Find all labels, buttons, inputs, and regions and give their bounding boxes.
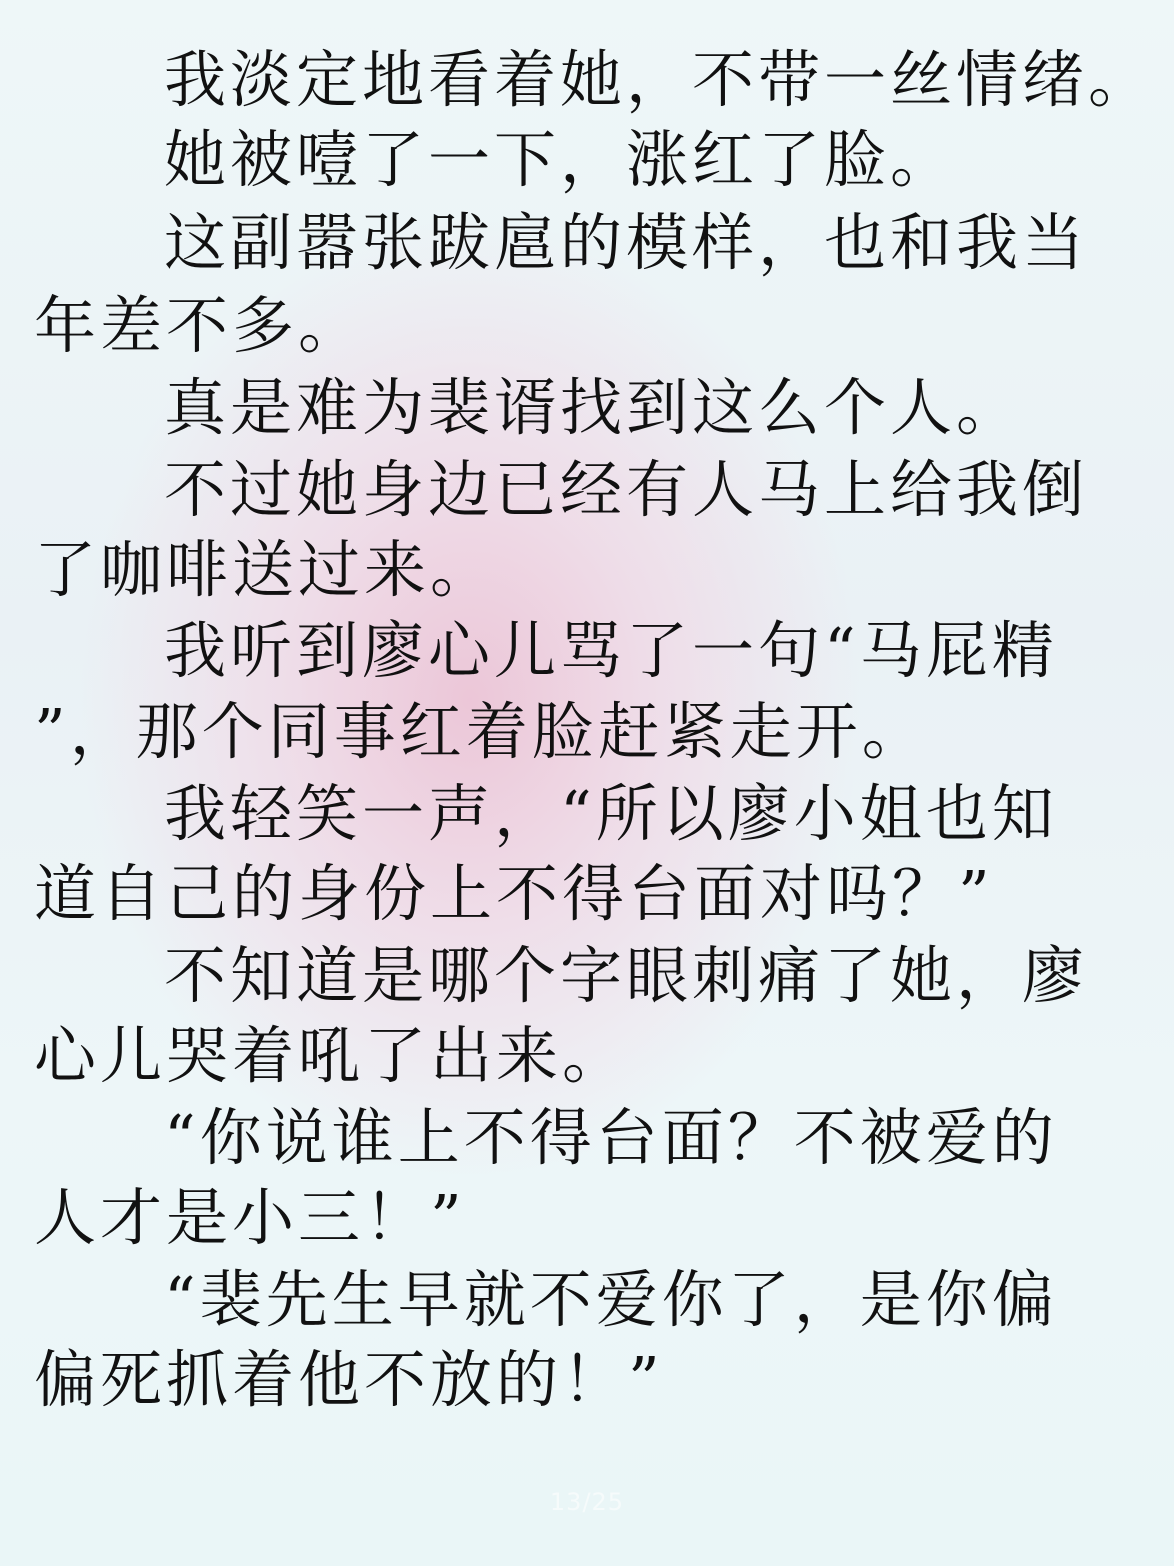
text-line: 偏死抓着他不放的！” — [34, 1343, 664, 1416]
text-line: 道自己的身份上不得台面对吗？” — [34, 857, 994, 930]
text-line: 人才是小三！” — [34, 1181, 466, 1254]
text-line: 真是难为裴谞找到这么个人。 — [164, 371, 1023, 444]
text-line: ”，那个同事红着脸赶紧走开。 — [34, 695, 928, 768]
text-line: 心儿哭着吼了出来。 — [34, 1019, 629, 1092]
text-line: 不知道是哪个字眼刺痛了她，廖 — [164, 939, 1089, 1012]
text-line: 我轻笑一声，“所以廖小姐也知 — [164, 777, 1058, 850]
text-line: 这副嚣张跋扈的模样，也和我当 — [164, 206, 1089, 279]
text-line: 不过她身边已经有人马上给我倒 — [164, 453, 1089, 526]
text-line: 我听到廖心儿骂了一句“马屁精 — [164, 614, 1058, 687]
text-line: 我淡定地看着她，不带一丝情绪。 — [164, 43, 1155, 116]
text-line: “你说谁上不得台面？不被爱的 — [164, 1101, 1058, 1174]
text-line: 年差不多。 — [34, 289, 365, 362]
text-line: 了咖啡送过来。 — [34, 533, 497, 606]
text-line: 她被噎了一下，涨红了脸。 — [164, 123, 957, 196]
page-indicator: 13/25 — [549, 1488, 625, 1516]
text-line: “裴先生早就不爱你了，是你偏 — [164, 1263, 1058, 1336]
